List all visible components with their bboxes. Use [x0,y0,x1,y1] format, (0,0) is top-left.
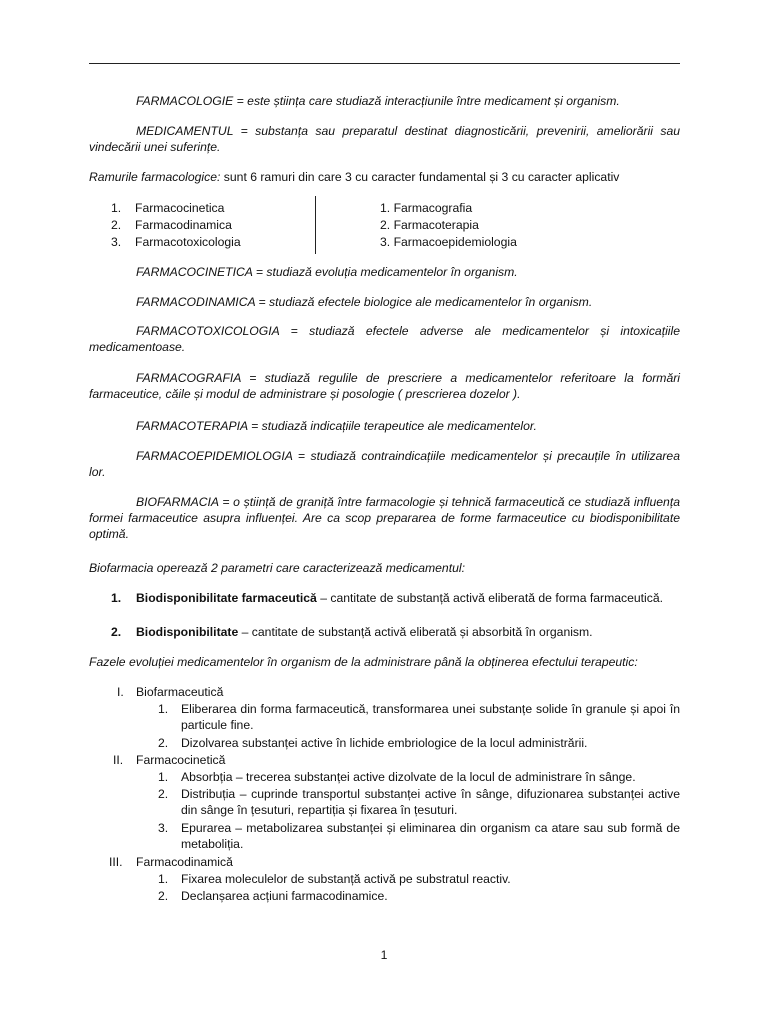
phase-1-title: Biofarmaceutică [136,685,224,699]
phase-3-item-2-number: 2. [158,889,169,903]
phase-2-item-2: Distribuția – cuprinde transportul substanței active în sânge, difuzionarea substanței active din sânge în țesuturi, repartiția și fixarea în țesuturi. [181,787,680,817]
branches-divider [315,196,316,254]
branch-left-2: 2. Farmacodinamica [111,218,232,232]
definition-farmacografia: FARMACOGRAFIA = studiază regulile de prescriere a medicamentelor referitoare la formări farmaceutice, căile și modul de administrare și posologie ( prescrierea dozelor ). [89,371,680,401]
definition-farmacoterapia: FARMACOTERAPIA = studiază indicațiile terapeutice ale medicamentelor. [136,419,537,433]
branch-right-2: 2. Farmacoterapia [380,218,479,232]
phase-2-item-2-number: 2. [158,787,169,801]
phase-3-item-1-number: 1. [158,872,169,886]
parameter-2: Biodisponibilitate – cantitate de substanță activă eliberată și absorbită în organism. [136,625,593,639]
phase-2-title: Farmacocinetică [136,753,226,767]
phase-1-item-2-number: 2. [158,736,169,750]
ramurile-text: sunt 6 ramuri din care 3 cu caracter fundamental și 3 cu caracter aplicativ [220,170,620,184]
parameter-1-number: 1. [111,591,122,605]
biofarmacia-intro: Biofarmacia operează 2 parametri care caracterizează medicamentul: [89,561,465,575]
phase-3-item-2: Declanșarea acțiuni farmacodinamice. [181,889,388,903]
phase-1-item-2: Dizolvarea substanței active în lichide embriologice de la locul administrării. [181,736,588,750]
phase-2-item-3-number: 3. [158,821,169,835]
parameter-2-number: 2. [111,625,122,639]
definition-farmacoepidemiologia: FARMACOEPIDEMIOLOGIA = studiază contraindicațiile medicamentelor și precauțile în utilizarea lor. [89,449,680,479]
ramurile-line [89,169,680,185]
phase-2-item-1-number: 1. [158,770,169,784]
phases-intro: Fazele evoluției medicamentelor în organism de la administrare până la obținerea efectului terapeutic: [89,655,638,669]
header-rule [89,63,680,64]
phase-3-title: Farmacodinamică [136,855,233,869]
branch-right-3: 3. Farmacoepidemiologia [380,235,517,249]
phase-2-item-1: Absorbția – trecerea substanței active dizolvate de la locul de administrare în sânge. [181,770,636,784]
branch-left-3: 3. Farmacotoxicologia [111,235,241,249]
definition-farmacotoxicologia: FARMACOTOXICOLOGIA = studiază efectele adverse ale medicamentelor și intoxicațiile medicamentoase. [89,324,680,354]
parameter-1: Biodisponibilitate farmaceutică – cantitate de substanță activă eliberată de forma farmaceutică. [136,591,664,605]
page-number: 1 [380,948,388,962]
phase-3-number: III. [109,855,123,869]
definition-biofarmacia: BIOFARMACIA = o știință de graniță între farmacologie și tehnică farmaceutică ce studiază influența formei farmaceutice asupra influenței. Are ca scop prepararea de forme farmaceutice cu biodisponibilitate optimă. [89,495,680,541]
phase-2-item-3: Epurarea – metabolizarea substanței și eliminarea din organism ca atare sau sub formă de metaboliția. [181,821,680,851]
definition-medicamentul: MEDICAMENTUL = substanța sau preparatul destinat diagnosticării, prevenirii, ameliorării sau vindecării unei suferințe. [89,124,680,154]
phase-1-item-1: Eliberarea din forma farmaceutică, transformarea unei substanțe solide în granule și apoi în particule fine. [181,702,680,732]
branch-left-1: 1. Farmacocinetica [111,201,225,215]
ramurile-label: Ramurile farmacologice: [89,170,221,184]
phase-1-item-1-number: 1. [158,702,169,716]
phase-3-item-1: Fixarea moleculelor de substanță activă pe substratul reactiv. [181,872,511,886]
branch-right-1: 1. Farmacografia [380,201,473,215]
definition-farmacologie: FARMACOLOGIE = este știința care studiază interacțiunile între medicament și organism. [136,94,620,108]
phase-1-number: I. [117,685,124,699]
phase-2-number: II. [113,753,124,767]
definition-farmacodinamica: FARMACODINAMICA = studiază efectele biologice ale medicamentelor în organism. [136,295,593,309]
definition-farmacocinetica: FARMACOCINETICA = studiază evoluția medicamentelor în organism. [136,265,518,279]
